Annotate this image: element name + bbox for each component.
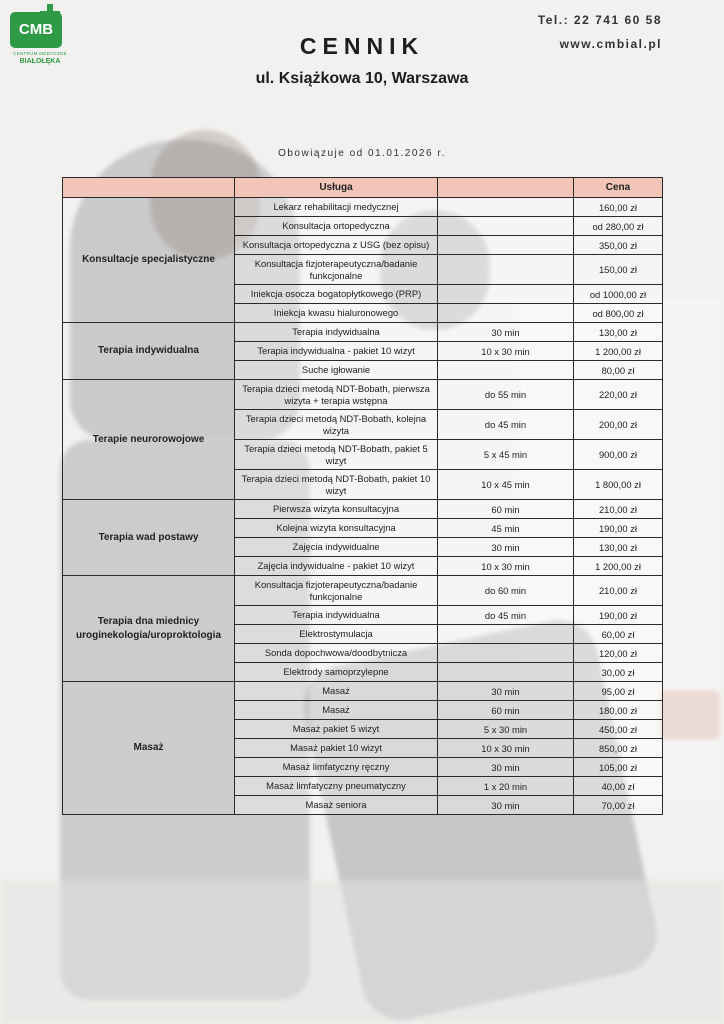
duration-cell	[438, 361, 574, 380]
price-cell: od 1000,00 zł	[574, 285, 663, 304]
price-cell: 1 200,00 zł	[574, 342, 663, 361]
duration-cell: 5 x 45 min	[438, 440, 574, 470]
price-cell: 200,00 zł	[574, 410, 663, 440]
duration-cell: 30 min	[438, 538, 574, 557]
valid-from-note: Obowiązuje od 01.01.2026 r.	[278, 148, 446, 159]
duration-cell: do 45 min	[438, 410, 574, 440]
duration-cell: do 45 min	[438, 606, 574, 625]
table-row	[63, 682, 663, 701]
page-title: CENNIK	[299, 33, 425, 59]
service-cell: Terapia dzieci metodą NDT-Bobath, pierwsza wizyta + terapia wstępna	[235, 380, 438, 410]
service-cell: Terapia indywidualna	[235, 323, 438, 342]
service-cell: Sonda dopochwowa/doodbytnicza	[235, 644, 438, 663]
service-cell: Zajęcia indywidualne	[235, 538, 438, 557]
price-cell: 900,00 zł	[574, 440, 663, 470]
price-cell: 850,00 zł	[574, 739, 663, 758]
service-cell: Zajęcia indywidualne - pakiet 10 wizyt	[235, 557, 438, 576]
table-header-row	[63, 178, 663, 198]
service-cell: Terapia indywidualna - pakiet 10 wizyt	[235, 342, 438, 361]
price-cell: 180,00 zł	[574, 701, 663, 720]
price-cell: 30,00 zł	[574, 663, 663, 682]
service-cell: Iniekcja kwasu hialuronowego	[235, 304, 438, 323]
column-header	[438, 178, 574, 198]
service-cell: Masaż	[235, 701, 438, 720]
category-cell: Terapie neurorowojowe	[63, 380, 235, 500]
service-cell: Terapia indywidualna	[235, 606, 438, 625]
service-cell: Masaż limfatyczny pneumatyczny	[235, 777, 438, 796]
price-cell: 190,00 zł	[574, 519, 663, 538]
duration-cell	[438, 255, 574, 285]
service-cell: Konsultacja ortopedyczna z USG (bez opisu)	[235, 236, 438, 255]
logo-city: BIAŁOŁĘKA	[19, 58, 61, 65]
price-cell: 450,00 zł	[574, 720, 663, 739]
duration-cell: 30 min	[438, 758, 574, 777]
service-cell: Terapia dzieci metodą NDT-Bobath, pakiet 10 wizyt	[235, 470, 438, 500]
duration-cell	[438, 285, 574, 304]
table-row	[63, 380, 663, 410]
duration-cell	[438, 198, 574, 217]
logo-text: CMB	[10, 12, 62, 48]
duration-cell	[438, 217, 574, 236]
price-cell: 95,00 zł	[574, 682, 663, 701]
service-cell: Konsultacja fizjoterapeutyczna/badanie funkcjonalne	[235, 576, 438, 606]
price-cell: 80,00 zł	[574, 361, 663, 380]
price-cell: 210,00 zł	[574, 576, 663, 606]
duration-cell: 30 min	[438, 323, 574, 342]
duration-cell	[438, 663, 574, 682]
price-cell: 105,00 zł	[574, 758, 663, 777]
duration-cell: 10 x 30 min	[438, 739, 574, 758]
service-cell: Kolejna wizyta konsultacyjna	[235, 519, 438, 538]
service-cell: Masaż limfatyczny ręczny	[235, 758, 438, 777]
price-cell: 120,00 zł	[574, 644, 663, 663]
category-cell: Terapia dna miednicy uroginekologia/uroproktologia	[63, 576, 235, 682]
price-cell: 60,00 zł	[574, 625, 663, 644]
price-cell: 130,00 zł	[574, 323, 663, 342]
phone-number: Tel.: 22 741 60 58	[537, 13, 662, 27]
duration-cell	[438, 644, 574, 663]
service-cell: Terapia dzieci metodą NDT-Bobath, kolejna wizyta	[235, 410, 438, 440]
price-cell: od 800,00 zł	[574, 304, 663, 323]
price-cell: 1 200,00 zł	[574, 557, 663, 576]
price-cell: 70,00 zł	[574, 796, 663, 815]
duration-cell: 10 x 30 min	[438, 342, 574, 361]
service-cell: Iniekcja osocza bogatopłytkowego (PRP)	[235, 285, 438, 304]
website-link[interactable]: www.cmbial.pl	[559, 37, 662, 51]
duration-cell: do 60 min	[438, 576, 574, 606]
price-cell: 40,00 zł	[574, 777, 663, 796]
price-cell: 1 800,00 zł	[574, 470, 663, 500]
duration-cell	[438, 625, 574, 644]
column-header: Usługa	[235, 178, 438, 198]
price-cell: od 280,00 zł	[574, 217, 663, 236]
duration-cell: 10 x 30 min	[438, 557, 574, 576]
category-cell: Terapia indywidualna	[63, 323, 235, 380]
service-cell: Suche igłowanie	[235, 361, 438, 380]
service-cell: Masaż pakiet 10 wizyt	[235, 739, 438, 758]
service-cell: Masaż	[235, 682, 438, 701]
table-row	[63, 500, 663, 519]
table-row	[63, 323, 663, 342]
duration-cell: 5 x 30 min	[438, 720, 574, 739]
duration-cell: do 55 min	[438, 380, 574, 410]
service-cell: Masaż pakiet 5 wizyt	[235, 720, 438, 739]
price-cell: 190,00 zł	[574, 606, 663, 625]
address: ul. Książkowa 10, Warszawa	[255, 70, 469, 87]
duration-cell: 30 min	[438, 682, 574, 701]
service-cell: Konsultacja ortopedyczna	[235, 217, 438, 236]
column-header	[63, 178, 235, 198]
price-table	[62, 177, 663, 815]
duration-cell: 45 min	[438, 519, 574, 538]
logo-subtext: CENTRUM MEDYCZNE	[13, 51, 67, 56]
price-cell: 350,00 zł	[574, 236, 663, 255]
price-cell: 160,00 zł	[574, 198, 663, 217]
service-cell: Masaż seniora	[235, 796, 438, 815]
table-row	[63, 198, 663, 217]
price-table-body	[63, 198, 663, 815]
service-cell: Pierwsza wizyta konsultacyjna	[235, 500, 438, 519]
service-cell: Elektrody samoprzylepne	[235, 663, 438, 682]
service-cell: Terapia dzieci metodą NDT-Bobath, pakiet 5 wizyt	[235, 440, 438, 470]
duration-cell	[438, 304, 574, 323]
table-row	[63, 576, 663, 606]
duration-cell: 10 x 45 min	[438, 470, 574, 500]
column-header: Cena	[574, 178, 663, 198]
price-cell: 150,00 zł	[574, 255, 663, 285]
price-cell: 210,00 zł	[574, 500, 663, 519]
duration-cell: 60 min	[438, 701, 574, 720]
service-cell: Konsultacja fizjoterapeutyczna/badanie funkcjonalne	[235, 255, 438, 285]
duration-cell	[438, 236, 574, 255]
category-cell: Masaż	[63, 682, 235, 815]
category-cell: Terapia wad postawy	[63, 500, 235, 576]
duration-cell: 30 min	[438, 796, 574, 815]
service-cell: Elektrostymulacja	[235, 625, 438, 644]
duration-cell: 1 x 20 min	[438, 777, 574, 796]
duration-cell: 60 min	[438, 500, 574, 519]
price-cell: 130,00 zł	[574, 538, 663, 557]
price-cell: 220,00 zł	[574, 380, 663, 410]
category-cell: Konsultacje specjalistyczne	[63, 198, 235, 323]
service-cell: Lekarz rehabilitacji medycznej	[235, 198, 438, 217]
